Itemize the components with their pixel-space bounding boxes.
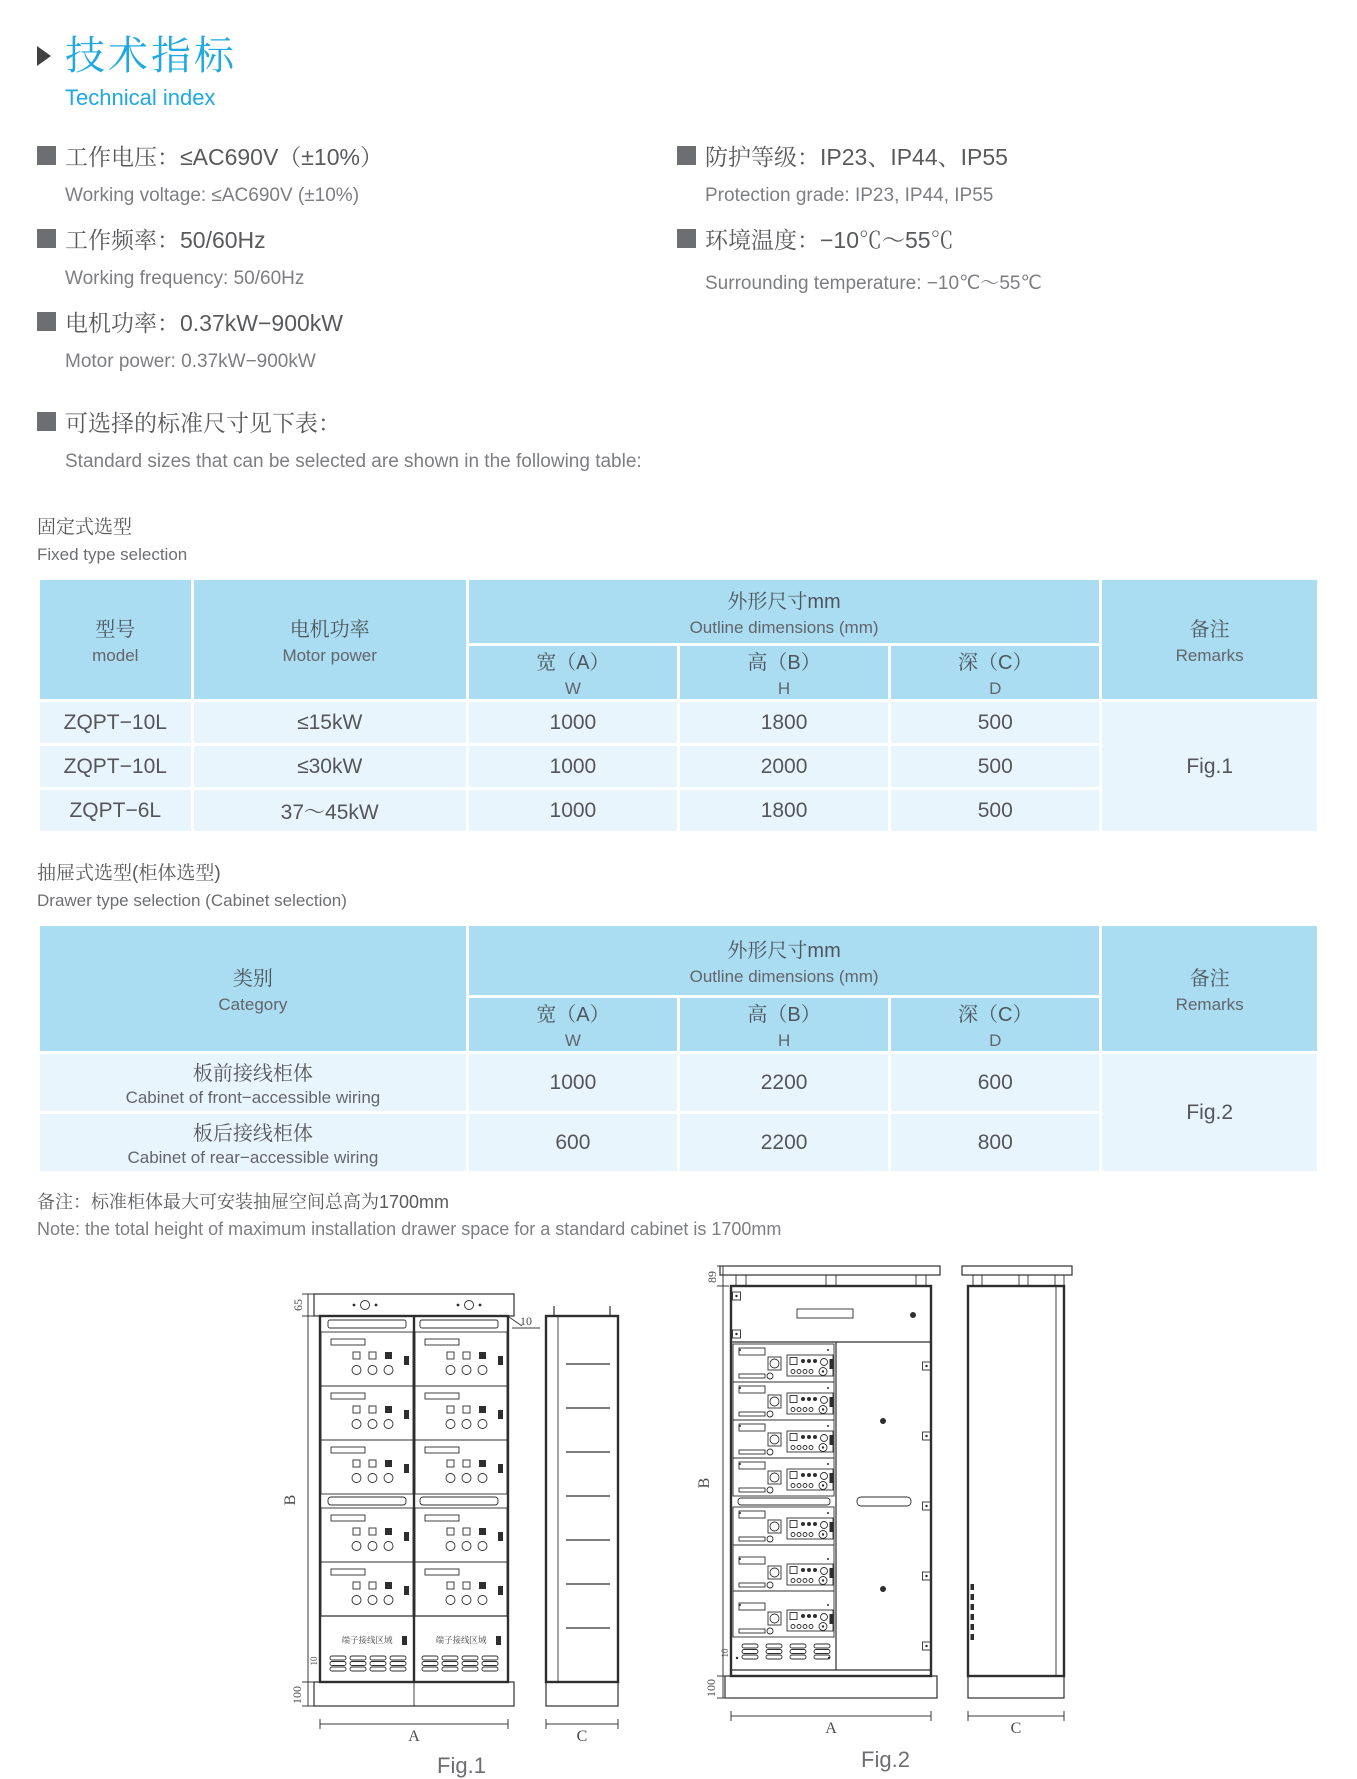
t1-header-dims	[467, 579, 1101, 645]
spec-item-standard-sizes	[37, 405, 677, 473]
t1-header-remarks-en: Remarks	[1175, 646, 1244, 665]
t1-remark: Fig.1	[1101, 701, 1319, 833]
fig1-side-view	[546, 1306, 618, 1706]
drawer-type-table	[37, 923, 1320, 1174]
t1-r1-h: 2000	[678, 745, 889, 789]
section-arrow-icon	[37, 46, 51, 66]
fig1-dimensions	[282, 1294, 618, 1745]
bullet-square-icon	[37, 312, 56, 331]
t1-r2-d: 500	[890, 789, 1101, 833]
fig1-dim-small-10: 10	[308, 1656, 319, 1666]
table-row	[39, 1053, 1319, 1113]
t1-header-width-en: W	[564, 679, 581, 698]
t1-r0-model: ZQPT−10L	[39, 701, 193, 745]
t1-header-depth-zh: 深（C）	[958, 652, 1033, 674]
t1-r1-d: 500	[890, 745, 1101, 789]
spec-zh-standard-sizes: 可选择的标准尺寸见下表：	[65, 410, 341, 436]
t2-r0-d: 600	[890, 1053, 1101, 1113]
spec-en-voltage: Working voltage: ≤AC690V (±10%)	[65, 185, 360, 206]
t1-r0-h: 1800	[678, 701, 889, 745]
t2-r1-w: 600	[467, 1113, 678, 1173]
page-title: 技术指标	[65, 34, 237, 78]
t1-header-depth-en: D	[989, 679, 1002, 698]
fig2-caption: Fig.2	[861, 1747, 910, 1772]
fig2-drawing	[676, 1246, 1096, 1742]
t1-r1-w: 1000	[467, 745, 678, 789]
fig1-terminal-area-label-left: 端子接线区域	[340, 1635, 393, 1645]
spec-zh-frequency: 工作频率：50/60Hz	[65, 227, 266, 253]
bullet-square-icon	[677, 146, 696, 165]
fig1-dim-base-100: 100	[289, 1686, 304, 1704]
note-zh: 备注：标准柜体最大可安装抽屉空间总高为1700mm	[37, 1192, 450, 1212]
t1-header-remarks-zh: 备注	[1189, 619, 1230, 641]
t2-header-category	[39, 925, 468, 1053]
t2-header-width	[467, 997, 678, 1053]
spec-en-protection: Protection grade: IP23, IP44, IP55	[705, 185, 994, 206]
t2-r0-h: 2200	[679, 1053, 890, 1113]
fig1-terminal-area-label-right: 端子接线区域	[434, 1635, 487, 1645]
t1-r0-d: 500	[890, 701, 1101, 745]
t1-header-width	[467, 645, 678, 701]
t2-r1-category	[39, 1113, 468, 1173]
fig1-dim-a: A	[407, 1728, 420, 1745]
spec-column-left	[37, 139, 677, 488]
fig1-front-view	[314, 1294, 514, 1706]
t1-header-power-zh: 电机功率	[289, 619, 370, 641]
fig1-dim-top-10: 10	[519, 1314, 532, 1328]
table1-caption-zh: 固定式选型	[37, 517, 133, 538]
table-note	[37, 1188, 1320, 1240]
page-subtitle: Technical index	[65, 85, 216, 110]
fig1-dim-c: C	[576, 1728, 587, 1745]
fig1-caption: Fig.1	[437, 1753, 486, 1778]
table2-caption-zh: 抽屉式选型(柜体选型)	[37, 863, 221, 884]
t1-header-depth	[890, 645, 1101, 701]
spec-en-temperature: Surrounding temperature: −10℃～55℃	[705, 273, 1042, 294]
t2-r1-category-en: Cabinet of rear−accessible wiring	[127, 1148, 379, 1167]
t1-header-model-en: model	[92, 646, 139, 665]
t2-header-dims-zh: 外形尺寸mm	[727, 940, 841, 962]
figure-1	[262, 1276, 662, 1779]
t2-remark: Fig.2	[1101, 1053, 1319, 1173]
t1-header-model	[39, 579, 193, 701]
spec-zh-motor-power: 电机功率：0.37kW−900kW	[65, 310, 343, 336]
bullet-square-icon	[677, 229, 696, 248]
t2-r0-category-zh: 板前接线柜体	[192, 1063, 313, 1085]
table1-caption	[37, 512, 1320, 565]
fig2-side-view	[962, 1266, 1072, 1698]
t1-header-height	[678, 645, 889, 701]
t1-header-power-en: Motor power	[282, 646, 377, 665]
spec-item-protection	[677, 139, 1320, 207]
t2-r1-d: 800	[890, 1113, 1101, 1173]
t1-header-power	[192, 579, 467, 701]
t1-header-model-zh: 型号	[95, 619, 136, 641]
t2-header-height-en: H	[777, 1031, 791, 1050]
fig2-dim-a: A	[824, 1720, 837, 1737]
figure-2	[676, 1246, 1096, 1773]
fig2-dim-cap-89: 89	[704, 1271, 719, 1283]
fig2-dim-b: B	[695, 1477, 713, 1489]
t2-header-category-zh: 类别	[232, 968, 273, 990]
t2-r1-h: 2200	[679, 1113, 890, 1173]
bullet-square-icon	[37, 146, 56, 165]
spec-list	[37, 139, 1320, 488]
t1-header-height-zh: 高（B）	[747, 652, 821, 674]
spec-en-motor-power: Motor power: 0.37kW−900kW	[65, 351, 316, 372]
t2-header-depth-en: D	[989, 1031, 1002, 1050]
t1-r2-w: 1000	[467, 789, 678, 833]
t2-header-dims	[467, 925, 1101, 997]
t2-r0-w: 1000	[467, 1053, 678, 1113]
table1-caption-en: Fixed type selection	[37, 545, 188, 564]
fixed-type-table	[37, 577, 1320, 834]
t2-header-depth	[890, 997, 1101, 1053]
t2-header-dims-en: Outline dimensions (mm)	[689, 967, 879, 986]
t1-r0-w: 1000	[467, 701, 678, 745]
t1-r0-power: ≤15kW	[192, 701, 467, 745]
spec-column-right	[677, 139, 1320, 488]
spec-en-frequency: Working frequency: 50/60Hz	[65, 268, 305, 289]
t2-header-category-en: Category	[218, 995, 288, 1014]
page-header	[37, 34, 1320, 111]
spec-en-standard-sizes: Standard sizes that can be selected are shown in the following table:	[65, 451, 642, 472]
t1-header-height-en: H	[777, 679, 791, 698]
spec-item-motor-power	[37, 305, 677, 373]
t1-header-dims-zh: 外形尺寸mm	[727, 591, 841, 613]
t2-r0-category	[39, 1053, 468, 1113]
t1-header-dims-en: Outline dimensions (mm)	[689, 618, 879, 637]
spec-item-temperature	[677, 222, 1320, 295]
t2-header-depth-zh: 深（C）	[958, 1004, 1033, 1026]
spec-zh-voltage: 工作电压：≤AC690V（±10%）	[65, 144, 383, 170]
t2-header-width-en: W	[564, 1031, 581, 1050]
fig2-dim-small-10: 10	[719, 1648, 730, 1658]
spec-item-voltage	[37, 139, 677, 207]
table2-caption-en: Drawer type selection (Cabinet selection)	[37, 891, 347, 910]
fig2-dim-c: C	[1010, 1720, 1021, 1737]
fig2-dimensions	[696, 1266, 1064, 1737]
table2-caption	[37, 858, 1320, 911]
spec-zh-temperature: 环境温度：−10℃～55℃	[705, 227, 954, 253]
t1-r2-h: 1800	[678, 789, 889, 833]
fig2-front-view	[720, 1266, 940, 1698]
spec-item-frequency	[37, 222, 677, 290]
t1-r1-power: ≤30kW	[192, 745, 467, 789]
t2-header-width-zh: 宽（A）	[536, 1004, 610, 1026]
t1-r1-model: ZQPT−10L	[39, 745, 193, 789]
fig1-dim-cap-height: 65	[290, 1299, 305, 1311]
t1-header-width-zh: 宽（A）	[536, 652, 610, 674]
t2-header-remarks	[1101, 925, 1319, 1053]
bullet-square-icon	[37, 412, 56, 431]
table-row	[39, 701, 1319, 745]
bullet-square-icon	[37, 229, 56, 248]
t2-header-height-zh: 高（B）	[747, 1004, 821, 1026]
fig2-dim-base-100: 100	[703, 1679, 718, 1697]
t2-header-height	[679, 997, 890, 1053]
t1-header-remarks	[1101, 579, 1319, 701]
figures-row	[37, 1246, 1320, 1779]
t2-header-remarks-en: Remarks	[1175, 995, 1244, 1014]
t1-r2-model: ZQPT−6L	[39, 789, 193, 833]
t2-r1-category-zh: 板后接线柜体	[192, 1123, 313, 1145]
fig1-drawing	[262, 1276, 662, 1748]
spec-zh-protection: 防护等级：IP23、IP44、IP55	[705, 144, 1008, 170]
fig1-dim-b: B	[281, 1494, 299, 1506]
note-en: Note: the total height of maximum installation drawer space for a standard cabinet is 1700mm	[37, 1219, 782, 1239]
t2-r0-category-en: Cabinet of front−accessible wiring	[125, 1088, 381, 1107]
t2-header-remarks-zh: 备注	[1189, 968, 1230, 990]
t1-r2-power: 37～45kW	[192, 789, 467, 833]
